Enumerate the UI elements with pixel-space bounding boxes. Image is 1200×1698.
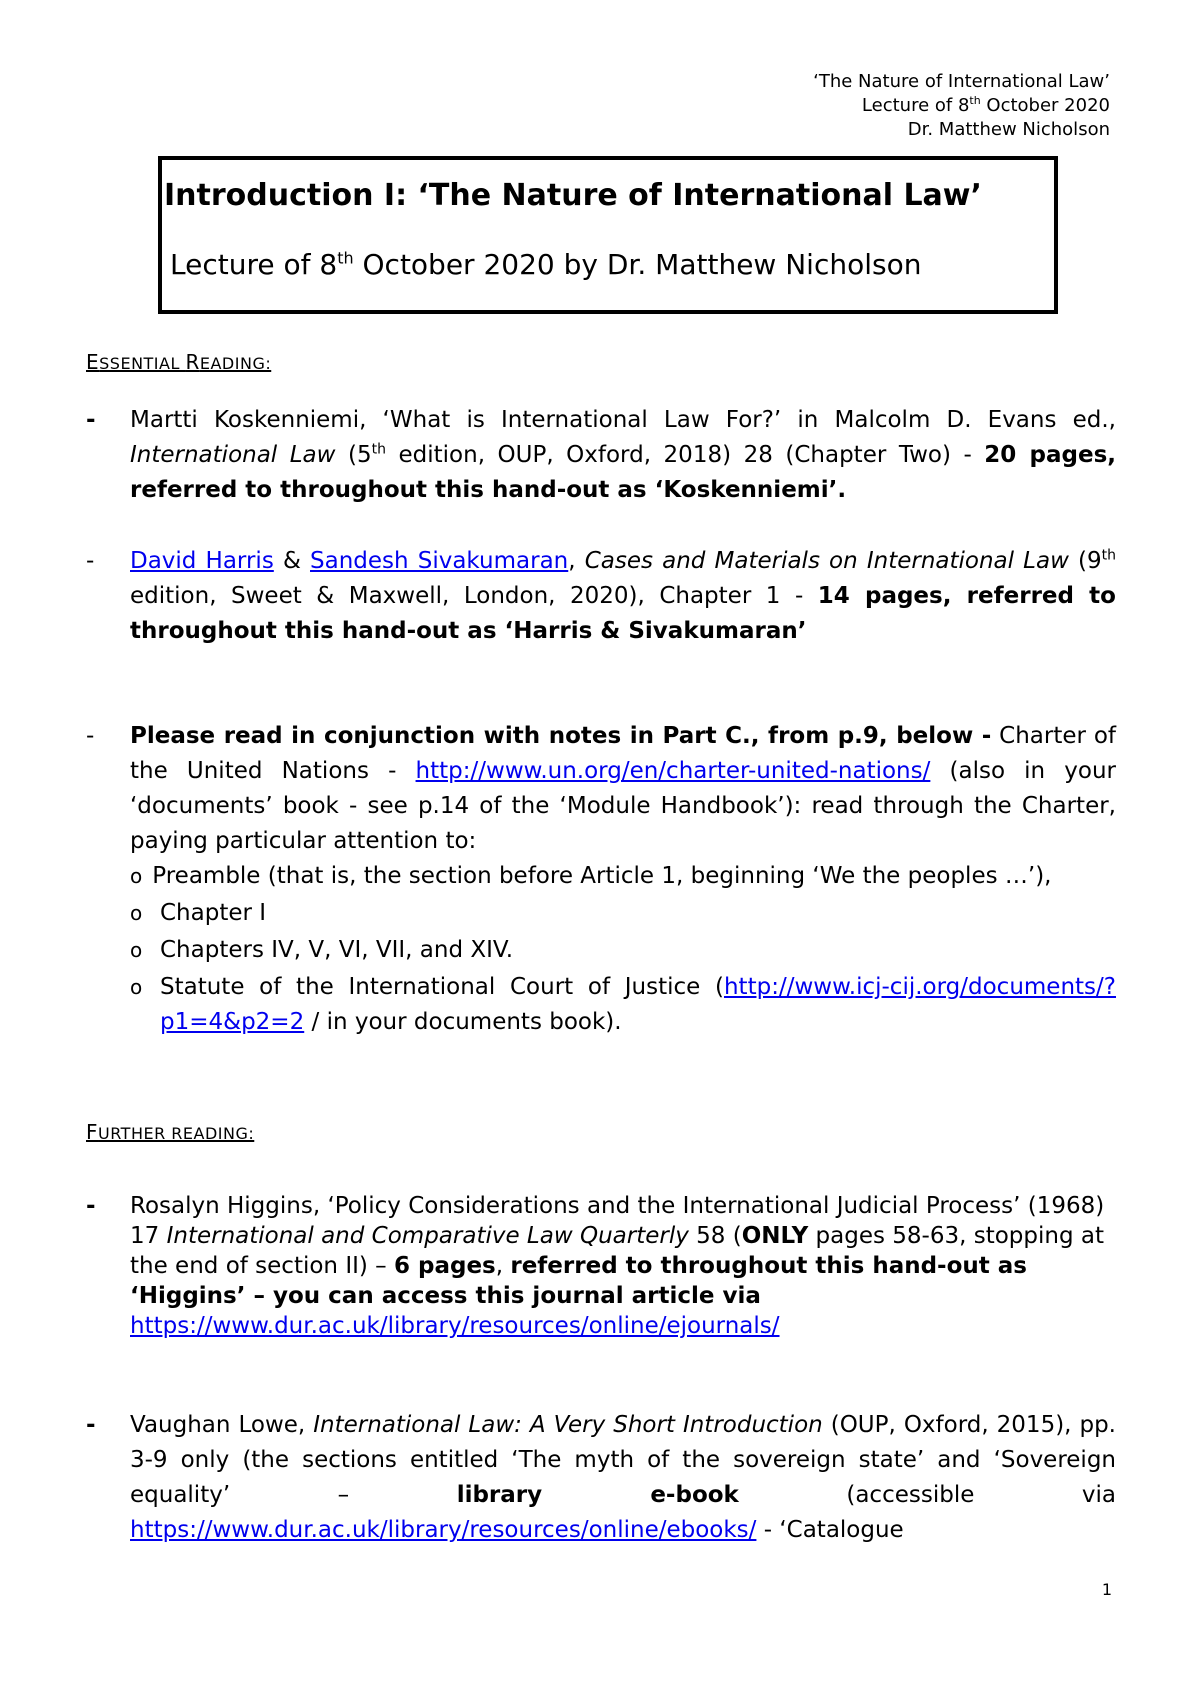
bullet: - xyxy=(86,723,95,749)
reading-item-lowe: - Vaughan Lowe, International Law: A Very Short Introduction (OUP, Oxford, 2015), pp. 3-9 only (the sections entitled ‘The myth of the sovereign state’ and ‘Sovereign equality’ – library e-book (accessible via https://www.dur.ac.uk/library/resources/online/ebooks/ - ‘Catalogue xyxy=(86,1408,1116,1548)
running-header xyxy=(813,70,1110,142)
sub-item-preamble: o Preamble (that is, the section before Article 1, beginning ‘We the peoples …’), xyxy=(130,863,1052,889)
bullet: - xyxy=(86,1193,96,1219)
further-reading-heading: FURTHER READING: xyxy=(86,1120,255,1144)
author-link-sivakumaran[interactable]: Sandesh Sivakumaran xyxy=(310,548,569,574)
title-box xyxy=(158,156,1058,314)
sub-item-icj-statute: o Statute of the International Court of Justice (http://www.icj-cij.org/documents/?p1=4&p2=2 / in your documents book). xyxy=(130,974,1116,1035)
document-subtitle: Lecture of 8th October 2020 by Dr. Matthew Nicholson xyxy=(170,248,922,281)
page-number: 1 xyxy=(1101,1580,1112,1599)
document-title: Introduction I: ‘The Nature of International Law’ xyxy=(164,178,982,213)
header-author: Dr. Matthew Nicholson xyxy=(907,119,1110,140)
bullet: - xyxy=(86,1412,96,1438)
icj-statute-link[interactable]: http://www.icj-cij.org/documents/?p1=4&p2=2 xyxy=(160,974,1116,1035)
author-link-harris[interactable]: David Harris xyxy=(130,548,274,574)
bullet: - xyxy=(86,548,95,574)
essential-reading-heading: ESSENTIAL READING: xyxy=(86,350,272,374)
sub-item-chapters: o Chapters IV, V, VI, VII, and XIV. xyxy=(130,937,514,963)
bullet: - xyxy=(86,407,96,433)
ejournals-link[interactable]: https://www.dur.ac.uk/library/resources/online/ejournals/ xyxy=(130,1313,780,1339)
reading-item-higgins: - Rosalyn Higgins, ‘Policy Considerations and the International Judicial Process’ (1968) 17 International and Comparative Law Quarterly 58 (ONLY pages 58-63, stopping at the end of section II) – 6 pages, referred to throughout this hand-out as ‘Higgins’ – you can access this journal article via https://www.dur.ac.uk/library/resources/online/ejournals/ xyxy=(86,1193,1105,1339)
reading-item-koskenniemi: - Martti Koskenniemi, ‘What is International Law For?’ in Malcolm D. Evans ed., International Law (5th edition, OUP, Oxford, 2018) 28 (Chapter Two) - 20 pages, referred to throughout this hand-out as ‘Koskenniemi’. xyxy=(86,403,1116,508)
reading-item-harris-sivakumaran: - David Harris & Sandesh Sivakumaran, Cases and Materials on International Law (9th edition, Sweet & Maxwell, London, 2020), Chapter 1 - 14 pages, referred to throughout this hand-out as ‘Harris & Sivakumaran’ xyxy=(86,544,1116,649)
ebooks-link[interactable]: https://www.dur.ac.uk/library/resources/online/ebooks/ xyxy=(130,1517,757,1543)
header-date: Lecture of 8th October 2020 xyxy=(861,94,1110,116)
header-title: ‘The Nature of International Law’ xyxy=(813,71,1110,92)
sub-item-chapter-i: o Chapter I xyxy=(130,900,267,926)
reading-item-un-charter: - Please read in conjunction with notes in Part C., from p.9, below - Charter of the United Nations - http://www.un.org/en/charter-united-nations/ (also in your ‘documents’ book - see p.14 of the ‘Module Handbook’): read through the Charter, paying particular attention to: o Preamble (that is, the section before Article 1, beginning ‘We the peoples …’), o Chapter I o Chapters IV, V, VI, VII, and XIV. o Statute of the International Court of Justice (http://www.icj-cij.org/documents/?p1=4&p2=2 / in your documents book). xyxy=(86,719,1116,1040)
un-charter-link[interactable]: http://www.un.org/en/charter-united-nations/ xyxy=(415,758,931,784)
